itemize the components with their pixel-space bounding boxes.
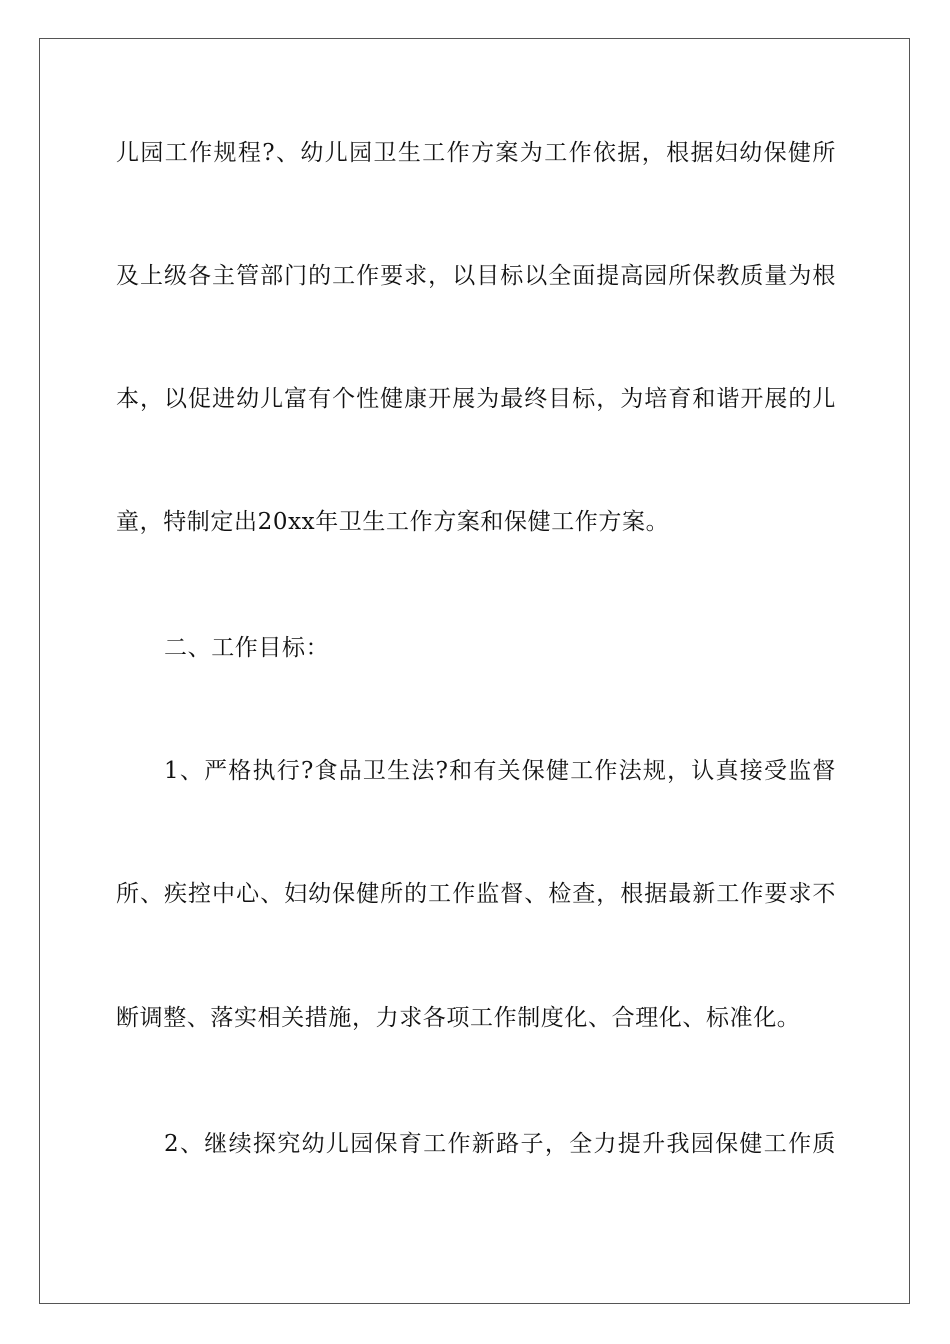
paragraph-line-4: 童，特制定出20xx年卫生工作方案和保健工作方案。	[116, 509, 670, 535]
goal-2-line-1: 2、继续探究幼儿园保育工作新路子，全力提升我园保健工作质	[164, 1131, 836, 1157]
goal-1-line-3: 断调整、落实相关措施，力求各项工作制度化、合理化、标准化。	[116, 1005, 801, 1031]
page-border	[39, 38, 910, 1304]
goal-1-line-2: 所、疾控中心、妇幼保健所的工作监督、检查，根据最新工作要求不	[116, 881, 836, 907]
paragraph-line-2: 及上级各主管部门的工作要求，以目标以全面提高园所保教质量为根	[116, 263, 836, 289]
goal-1-line-1: 1、严格执行?食品卫生法?和有关保健工作法规，认真接受监督	[164, 758, 836, 784]
paragraph-line-3: 本，以促进幼儿富有个性健康开展为最终目标，为培育和谐开展的儿	[116, 386, 836, 412]
section-heading-goals: 二、工作目标：	[164, 635, 330, 661]
paragraph-line-1: 儿园工作规程?、幼儿园卫生工作方案为工作依据，根据妇幼保健所	[116, 140, 836, 166]
